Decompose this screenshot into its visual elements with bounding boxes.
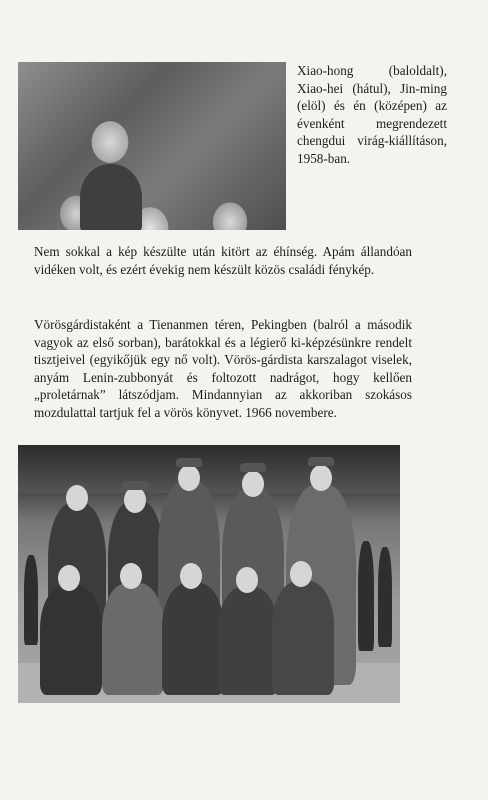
photo-person xyxy=(24,555,38,645)
photo-face xyxy=(310,465,332,491)
photo-cap xyxy=(122,481,148,490)
photo-figure xyxy=(80,164,142,230)
photo-face xyxy=(124,487,146,513)
photo-face xyxy=(236,567,258,593)
photo-person xyxy=(272,581,334,695)
paragraph-red-guard: Vörösgárdistaként a Tienanmen téren, Pekingben (balról a második vagyok az első sorban), barátokkal és a légierő ki-képzésünkre rendelt tisztjeivel (egyikőjük egy nő volt). Vörös-gárdista karszalagot viselek, anyám Lenin-zubbonyát és foltozott nadrágot, hogy kellően „proletárnak” látszódjam. Mindannyian az akkoriban szokásos mozdulattal tartjuk fel a vörös könyvet. 1966 novembere. xyxy=(34,317,412,420)
photo-person xyxy=(40,585,102,695)
photo-face xyxy=(178,465,200,491)
photo-children-flower-exhibition xyxy=(18,62,286,230)
photo-cap xyxy=(240,463,266,472)
photo-person xyxy=(378,547,392,647)
photo-person xyxy=(218,587,278,695)
photo-face xyxy=(66,485,88,511)
photo-face xyxy=(180,563,202,589)
paragraph-famine: Nem sokkal a kép készülte után kitört az éhínség. Apám állandóan vidéken volt, és ezért évekig nem készült közös családi fénykép. xyxy=(34,244,412,277)
photo-person xyxy=(162,583,224,695)
photo-face xyxy=(58,565,80,591)
photo-red-guards-tiananmen xyxy=(18,445,400,703)
photo-person xyxy=(358,541,374,651)
photo-face xyxy=(290,561,312,587)
photo-cap xyxy=(308,457,334,466)
photo-person xyxy=(102,583,164,695)
photo-cap xyxy=(176,458,202,467)
photo-face xyxy=(242,471,264,497)
photo-caption-top: Xiao-hong (baloldalt), Xiao-hei (hátul), Jin-ming (elöl) és én (középen) az évenként megrendezett chengdui virág-kiállításon, 1958-ban. xyxy=(297,63,447,166)
photo-face xyxy=(120,563,142,589)
